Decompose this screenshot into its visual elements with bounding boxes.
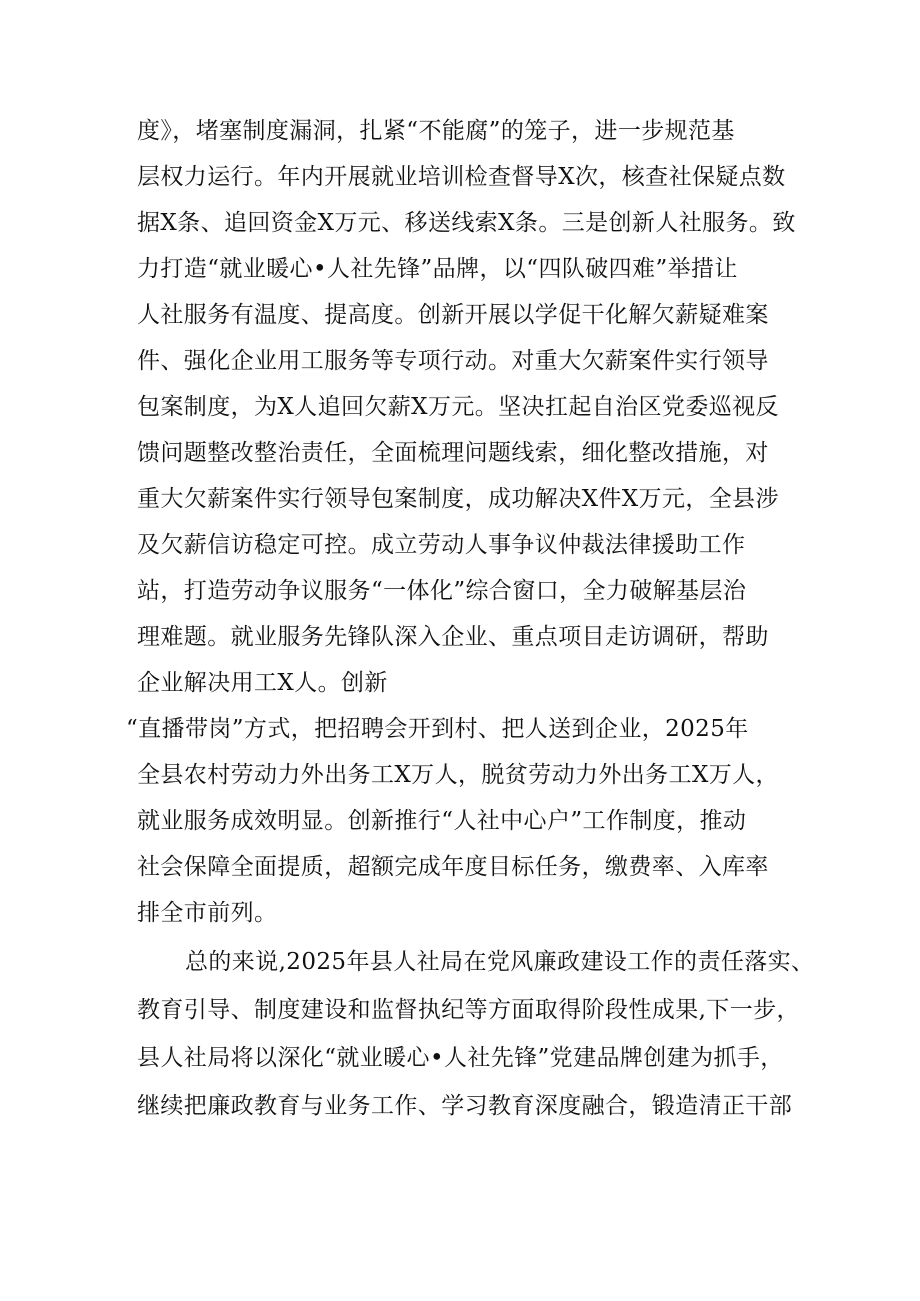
- text-line: 站，打造劳动争议服务“一体化”综合窗口，全力破解基层治: [137, 578, 747, 604]
- text-line: 馈问题整改整治责任，全面梳理问题线索，细化整改措施，对: [137, 440, 769, 466]
- text-line: 人社服务有温度、提高度。创新开展以学促干化解欠薪疑难案: [137, 302, 769, 328]
- text-line: 县人社局将以深化“就业暖心•人社先锋”党建品牌创建为抓手，: [137, 1045, 784, 1071]
- text-line: 继续把廉政教育与业务工作、学习教育深度融合，锻造清正干部: [137, 1093, 793, 1119]
- text-line: 度》，堵塞制度漏洞，扎紧“不能腐”的笼子，进一步规范基: [137, 118, 735, 144]
- text-line: 就业服务成效明显。创新推行“人社中心户”工作制度，推动: [137, 808, 747, 834]
- text-line: 及欠薪信访稳定可控。成立劳动人事争议仲裁法律援助工作: [137, 532, 746, 558]
- text-line: 排全市前列。: [137, 900, 278, 926]
- text-line: 企业解决用工X人。创新: [137, 670, 388, 696]
- text-line: 重大欠薪案件实行领导包案制度，成功解决X件X万元，全县涉: [137, 486, 779, 512]
- text-line: 包案制度，为X人追回欠薪X万元。坚决扛起自治区党委巡视反: [137, 394, 779, 420]
- text-line: 理难题。就业服务先锋队深入企业、重点项目走访调研，帮助: [137, 624, 769, 650]
- text-line: 教育引导、制度建设和监督执纪等方面取得阶段性成果,下一步，: [137, 997, 800, 1023]
- text-line: 件、强化企业用工服务等专项行动。对重大欠薪案件实行领导: [137, 348, 769, 374]
- text-line: 据X条、追回资金X万元、移送线索X条。三是创新人社服务。致: [137, 210, 796, 236]
- text-line: “直播带岗”方式，把招聘会开到村、把人送到企业，2025年: [126, 716, 749, 742]
- text-line: 力打造“就业暖心•人社先锋”品牌，以“四队破四难”举措让: [137, 256, 738, 282]
- text-line: 社会保障全面提质，超额完成年度目标任务，缴费率、入库率: [137, 854, 769, 880]
- text-line: 层权力运行。年内开展就业培训检查督导X次，核查社保疑点数: [137, 164, 786, 190]
- text-line: 总的来说,2025年县人社局在党风廉政建设工作的责任落实、: [185, 949, 815, 975]
- text-line: 全县农村劳动力外出务工X万人，脱贫劳动力外出务工X万人，: [137, 762, 779, 788]
